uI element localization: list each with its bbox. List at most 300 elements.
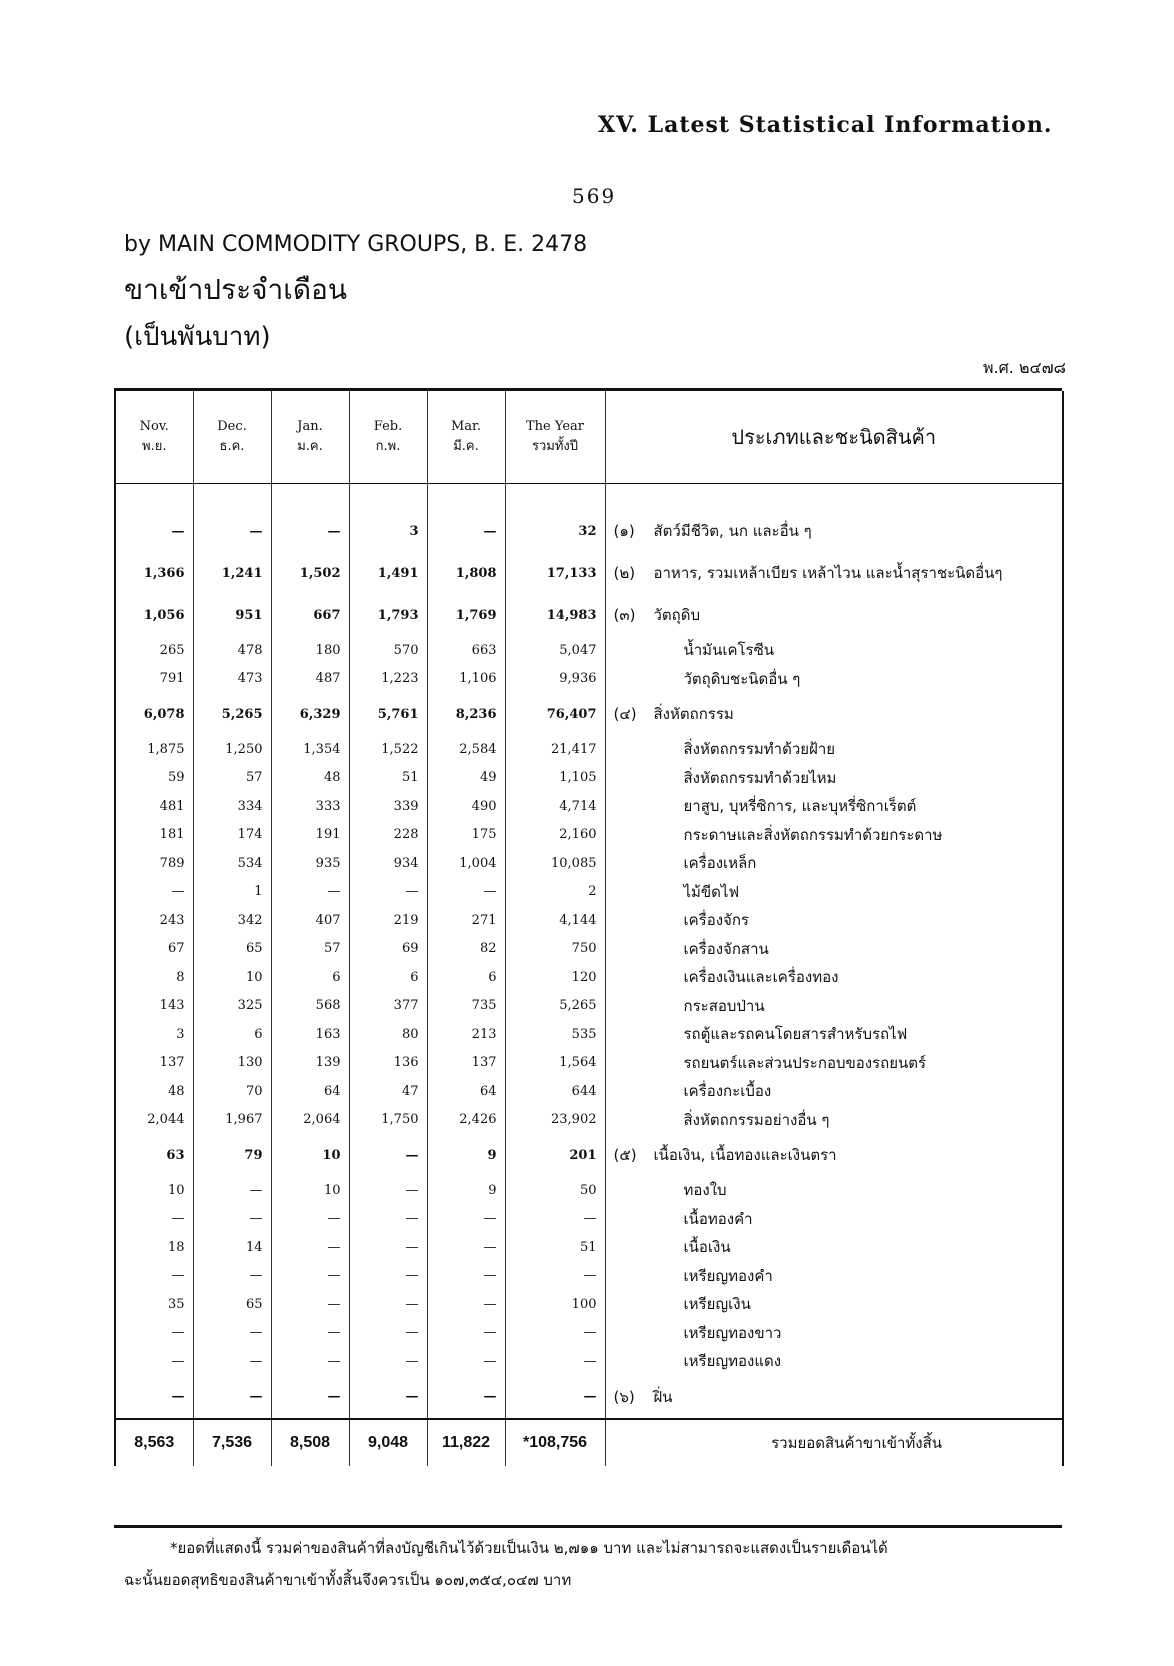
value-cell: — bbox=[349, 1176, 427, 1205]
commodity-label-cell bbox=[605, 821, 1063, 850]
value-cell: 4,714 bbox=[505, 792, 605, 821]
commodity-label: น้ำมันเคโรซีน bbox=[683, 641, 775, 660]
table-row bbox=[115, 665, 1063, 694]
value-cell: — bbox=[349, 1376, 427, 1419]
table-row bbox=[115, 821, 1063, 850]
commodity-label: เนื้อทองคำ bbox=[683, 1209, 753, 1228]
value-cell: 750 bbox=[505, 935, 605, 964]
value-cell: 51 bbox=[505, 1233, 605, 1262]
value-cell: — bbox=[427, 1376, 505, 1419]
value-cell: 6 bbox=[349, 963, 427, 992]
value-cell: 1,056 bbox=[115, 594, 193, 636]
commodity-label-cell bbox=[605, 878, 1063, 907]
commodity-label-cell bbox=[605, 764, 1063, 793]
commodity-label: เหรียญทองคำ bbox=[683, 1266, 773, 1285]
title-thai: ขาเข้าประจำเดือน bbox=[124, 273, 347, 306]
value-cell: — bbox=[115, 878, 193, 907]
col-header-jan bbox=[271, 391, 349, 484]
value-cell: 5,047 bbox=[505, 636, 605, 665]
commodity-label-cell bbox=[605, 594, 1063, 636]
value-cell: 1,491 bbox=[349, 552, 427, 594]
table-row bbox=[115, 963, 1063, 992]
value-cell: — bbox=[115, 1262, 193, 1291]
table-row bbox=[115, 510, 1063, 552]
value-cell: 243 bbox=[115, 906, 193, 935]
value-cell: 65 bbox=[193, 935, 271, 964]
value-cell: 1,750 bbox=[349, 1106, 427, 1135]
table-row bbox=[115, 1233, 1063, 1262]
table-row bbox=[115, 1290, 1063, 1319]
commodity-label-cell bbox=[605, 735, 1063, 764]
value-cell: 48 bbox=[115, 1077, 193, 1106]
spacer-cell bbox=[115, 484, 193, 511]
commodity-label-cell bbox=[605, 992, 1063, 1021]
value-cell: 478 bbox=[193, 636, 271, 665]
value-cell: — bbox=[193, 1319, 271, 1348]
title-english: by MAIN COMMODITY GROUPS, B. E. 2478 bbox=[124, 232, 588, 257]
table-row bbox=[115, 594, 1063, 636]
value-cell: 1,967 bbox=[193, 1106, 271, 1135]
value-cell: 139 bbox=[271, 1049, 349, 1078]
commodity-label: ไม้ขีดไฟ bbox=[683, 882, 740, 901]
commodity-label-cell bbox=[605, 935, 1063, 964]
value-cell: — bbox=[427, 510, 505, 552]
value-cell: 9,936 bbox=[505, 665, 605, 694]
table-row bbox=[115, 792, 1063, 821]
commodity-label: เหรียญเงิน bbox=[683, 1295, 751, 1314]
value-cell: 6 bbox=[427, 963, 505, 992]
commodity-label: เนื้อเงิน bbox=[683, 1238, 731, 1257]
value-cell: 535 bbox=[505, 1020, 605, 1049]
value-cell: 333 bbox=[271, 792, 349, 821]
group-code: (๕) bbox=[613, 1146, 637, 1164]
commodity-label: เครื่องเหล็ก bbox=[683, 854, 757, 873]
commodity-label-cell bbox=[605, 665, 1063, 694]
value-cell: 2,584 bbox=[427, 735, 505, 764]
value-cell: 201 bbox=[505, 1134, 605, 1176]
year-label: พ.ศ. ๒๔๗๘ bbox=[983, 358, 1066, 377]
value-cell: 79 bbox=[193, 1134, 271, 1176]
commodity-label-cell bbox=[605, 1106, 1063, 1135]
spacer-cell bbox=[349, 484, 427, 511]
commodity-label: รถยนตร์และส่วนประกอบของรถยนตร์ bbox=[683, 1053, 927, 1072]
value-cell: 143 bbox=[115, 992, 193, 1021]
value-cell: 487 bbox=[271, 665, 349, 694]
col-header-th: มี.ค. bbox=[453, 439, 479, 454]
value-cell: 137 bbox=[427, 1049, 505, 1078]
commodity-label-cell bbox=[605, 510, 1063, 552]
value-cell: 334 bbox=[193, 792, 271, 821]
col-header-year bbox=[505, 391, 605, 484]
value-cell: 175 bbox=[427, 821, 505, 850]
value-cell: 789 bbox=[115, 849, 193, 878]
value-cell: — bbox=[505, 1205, 605, 1234]
value-cell: 136 bbox=[349, 1049, 427, 1078]
total-row bbox=[115, 1419, 1063, 1466]
value-cell: 6,078 bbox=[115, 693, 193, 735]
value-cell: — bbox=[427, 1233, 505, 1262]
commodity-label: เครื่องกะเบื้อง bbox=[683, 1082, 772, 1101]
value-cell: 137 bbox=[115, 1049, 193, 1078]
value-cell: 6,329 bbox=[271, 693, 349, 735]
value-cell: 70 bbox=[193, 1077, 271, 1106]
footnote-line-1: *ยอดที่แสดงนี้ รวมค่าของสินค้าที่ลงบัญชีเกินไว้ด้วยเป็นเงิน ๒,๗๑๑ บาท และไม่สามารถจะแสดงเป็นรายเดือนได้ bbox=[170, 1539, 888, 1557]
value-cell: 271 bbox=[427, 906, 505, 935]
commodity-label-cell bbox=[605, 1134, 1063, 1176]
value-cell: 163 bbox=[271, 1020, 349, 1049]
value-cell: 57 bbox=[271, 935, 349, 964]
spacer-cell bbox=[505, 484, 605, 511]
commodity-label-cell bbox=[605, 636, 1063, 665]
value-cell: 10 bbox=[193, 963, 271, 992]
value-cell: — bbox=[115, 1319, 193, 1348]
group-code: (๓) bbox=[613, 606, 636, 624]
col-header-th: พ.ย. bbox=[142, 439, 167, 454]
value-cell: — bbox=[115, 510, 193, 552]
value-cell: 407 bbox=[271, 906, 349, 935]
commodity-label: ฝิ่น bbox=[653, 1387, 673, 1406]
value-cell: 534 bbox=[193, 849, 271, 878]
table-row bbox=[115, 849, 1063, 878]
table-row bbox=[115, 693, 1063, 735]
value-cell: — bbox=[349, 1205, 427, 1234]
commodity-label: เครื่องเงินและเครื่องทอง bbox=[683, 968, 839, 987]
commodity-label-cell bbox=[605, 693, 1063, 735]
commodity-label-cell bbox=[605, 963, 1063, 992]
total-value-cell: *108,756 bbox=[505, 1419, 605, 1466]
value-cell: — bbox=[193, 1176, 271, 1205]
value-cell: 1,105 bbox=[505, 764, 605, 793]
value-cell: 6 bbox=[271, 963, 349, 992]
table-row bbox=[115, 1262, 1063, 1291]
commodity-label-cell bbox=[605, 1049, 1063, 1078]
value-cell: 663 bbox=[427, 636, 505, 665]
value-cell: 1,366 bbox=[115, 552, 193, 594]
value-cell: 191 bbox=[271, 821, 349, 850]
spacer-row bbox=[115, 484, 1063, 511]
value-cell: 9 bbox=[427, 1176, 505, 1205]
value-cell: 1,808 bbox=[427, 552, 505, 594]
table-row bbox=[115, 1134, 1063, 1176]
col-header-dec bbox=[193, 391, 271, 484]
value-cell: 49 bbox=[427, 764, 505, 793]
value-cell: — bbox=[271, 1319, 349, 1348]
value-cell: 14,983 bbox=[505, 594, 605, 636]
value-cell: 791 bbox=[115, 665, 193, 694]
value-cell: 1,004 bbox=[427, 849, 505, 878]
value-cell: — bbox=[427, 1319, 505, 1348]
value-cell: — bbox=[271, 1233, 349, 1262]
value-cell: — bbox=[505, 1347, 605, 1376]
running-head: XV. Latest Statistical Information. bbox=[598, 112, 1053, 138]
value-cell: — bbox=[193, 510, 271, 552]
value-cell: 8,236 bbox=[427, 693, 505, 735]
value-cell: 1,354 bbox=[271, 735, 349, 764]
value-cell: 228 bbox=[349, 821, 427, 850]
table-row bbox=[115, 636, 1063, 665]
value-cell: 1,522 bbox=[349, 735, 427, 764]
value-cell: 8 bbox=[115, 963, 193, 992]
value-cell: 100 bbox=[505, 1290, 605, 1319]
value-cell: — bbox=[193, 1347, 271, 1376]
value-cell: 1,250 bbox=[193, 735, 271, 764]
value-cell: 10 bbox=[271, 1176, 349, 1205]
value-cell: — bbox=[349, 1319, 427, 1348]
value-cell: — bbox=[505, 1262, 605, 1291]
commodity-label-cell bbox=[605, 849, 1063, 878]
value-cell: 18 bbox=[115, 1233, 193, 1262]
value-cell: 23,902 bbox=[505, 1106, 605, 1135]
total-value-cell: 9,048 bbox=[349, 1419, 427, 1466]
value-cell: 1,793 bbox=[349, 594, 427, 636]
commodity-label-cell bbox=[605, 1290, 1063, 1319]
value-cell: 14 bbox=[193, 1233, 271, 1262]
col-header-en: Nov. bbox=[139, 419, 169, 434]
table-row bbox=[115, 1319, 1063, 1348]
table-row bbox=[115, 935, 1063, 964]
footnote bbox=[124, 1532, 1074, 1596]
value-cell: — bbox=[349, 1262, 427, 1291]
statistics-table-frame bbox=[114, 388, 1062, 1528]
value-cell: 1,106 bbox=[427, 665, 505, 694]
value-cell: — bbox=[193, 1262, 271, 1291]
value-cell: 667 bbox=[271, 594, 349, 636]
commodity-label: ยาสูบ, บุหรี่ซิการ, และบุหรี่ซิกาเร็ตต์ bbox=[683, 797, 917, 816]
commodity-label-cell bbox=[605, 1205, 1063, 1234]
value-cell: — bbox=[115, 1376, 193, 1419]
value-cell: 4,144 bbox=[505, 906, 605, 935]
commodity-label: รถตู้และรถคนโดยสารสำหรับรถไฟ bbox=[683, 1025, 908, 1044]
value-cell: 2 bbox=[505, 878, 605, 907]
value-cell: — bbox=[349, 1233, 427, 1262]
value-cell: 50 bbox=[505, 1176, 605, 1205]
commodity-label-cell bbox=[605, 1376, 1063, 1419]
value-cell: 219 bbox=[349, 906, 427, 935]
value-cell: — bbox=[271, 1376, 349, 1419]
group-code: (๖) bbox=[613, 1387, 635, 1406]
value-cell: — bbox=[349, 878, 427, 907]
commodity-label-cell bbox=[605, 1262, 1063, 1291]
commodity-label: เครื่องจักสาน bbox=[683, 939, 769, 958]
value-cell: 1,875 bbox=[115, 735, 193, 764]
value-cell: 51 bbox=[349, 764, 427, 793]
value-cell: — bbox=[271, 1262, 349, 1291]
table-row bbox=[115, 552, 1063, 594]
value-cell: 21,417 bbox=[505, 735, 605, 764]
value-cell: 1,241 bbox=[193, 552, 271, 594]
value-cell: 59 bbox=[115, 764, 193, 793]
value-cell: 2,160 bbox=[505, 821, 605, 850]
total-label: รวมยอดสินค้าขาเข้าทั้งสิ้น bbox=[605, 1419, 1063, 1466]
group-code: (๔) bbox=[613, 705, 637, 723]
spacer-cell bbox=[193, 484, 271, 511]
value-cell: — bbox=[427, 878, 505, 907]
value-cell: — bbox=[271, 510, 349, 552]
total-value-cell: 7,536 bbox=[193, 1419, 271, 1466]
value-cell: 473 bbox=[193, 665, 271, 694]
value-cell: 10,085 bbox=[505, 849, 605, 878]
table-row bbox=[115, 1077, 1063, 1106]
col-header-nov bbox=[115, 391, 193, 484]
value-cell: — bbox=[271, 1205, 349, 1234]
commodity-label-cell bbox=[605, 1176, 1063, 1205]
footnote-line-2: ฉะนั้นยอดสุทธิของสินค้าขาเข้าทั้งสิ้นจึงควรเป็น ๑๐๗,๓๕๔,๐๔๗ บาท bbox=[124, 1571, 572, 1589]
value-cell: 1,223 bbox=[349, 665, 427, 694]
commodity-label: เหรียญทองแดง bbox=[683, 1352, 782, 1371]
value-cell: 10 bbox=[271, 1134, 349, 1176]
col-header-description: ประเภทและชะนิดสินค้า bbox=[605, 391, 1063, 484]
table-row bbox=[115, 992, 1063, 1021]
commodity-label: เหรียญทองขาว bbox=[683, 1323, 782, 1342]
commodity-label: กระสอบป่าน bbox=[683, 996, 765, 1015]
table-row bbox=[115, 764, 1063, 793]
value-cell: 735 bbox=[427, 992, 505, 1021]
commodity-label: สิ่งหัตถกรรม bbox=[653, 705, 734, 723]
value-cell: 17,133 bbox=[505, 552, 605, 594]
table-row bbox=[115, 1176, 1063, 1205]
value-cell: — bbox=[271, 1347, 349, 1376]
value-cell: 64 bbox=[427, 1077, 505, 1106]
total-value-cell: 8,508 bbox=[271, 1419, 349, 1466]
page-number: 569 bbox=[572, 184, 617, 208]
value-cell: 2,044 bbox=[115, 1106, 193, 1135]
commodity-label: กระดาษและสิ่งหัตถกรรมทำด้วยกระดาษ bbox=[683, 825, 943, 844]
value-cell: 1,502 bbox=[271, 552, 349, 594]
commodity-label-cell bbox=[605, 1077, 1063, 1106]
col-header-en: Jan. bbox=[297, 419, 323, 434]
commodity-label: สัตว์มีชีวิต, นก และอื่น ๆ bbox=[653, 522, 812, 540]
value-cell: — bbox=[349, 1134, 427, 1176]
table-row bbox=[115, 735, 1063, 764]
value-cell: — bbox=[427, 1347, 505, 1376]
value-cell: 35 bbox=[115, 1290, 193, 1319]
value-cell: 5,265 bbox=[505, 992, 605, 1021]
commodity-label-cell bbox=[605, 1020, 1063, 1049]
value-cell: 5,761 bbox=[349, 693, 427, 735]
value-cell: 174 bbox=[193, 821, 271, 850]
value-cell: — bbox=[193, 1205, 271, 1234]
commodity-label: สิ่งหัตถกรรมทำด้วยไหม bbox=[683, 768, 837, 787]
table-row bbox=[115, 878, 1063, 907]
value-cell: 6 bbox=[193, 1020, 271, 1049]
commodity-label: เนื้อเงิน, เนื้อทองและเงินตรา bbox=[653, 1146, 837, 1164]
commodity-label-cell bbox=[605, 1319, 1063, 1348]
value-cell: 570 bbox=[349, 636, 427, 665]
table-row bbox=[115, 1205, 1063, 1234]
value-cell: 3 bbox=[349, 510, 427, 552]
value-cell: — bbox=[271, 878, 349, 907]
value-cell: 342 bbox=[193, 906, 271, 935]
commodity-label-cell bbox=[605, 552, 1063, 594]
spacer-cell bbox=[271, 484, 349, 511]
commodity-table bbox=[114, 391, 1064, 1466]
value-cell: 3 bbox=[115, 1020, 193, 1049]
table-row bbox=[115, 1106, 1063, 1135]
col-header-en: Mar. bbox=[451, 419, 481, 434]
col-header-feb bbox=[349, 391, 427, 484]
value-cell: 339 bbox=[349, 792, 427, 821]
value-cell: 63 bbox=[115, 1134, 193, 1176]
col-header-th: ธ.ค. bbox=[219, 439, 245, 454]
value-cell: 5,265 bbox=[193, 693, 271, 735]
value-cell: — bbox=[271, 1290, 349, 1319]
value-cell: 377 bbox=[349, 992, 427, 1021]
value-cell: 130 bbox=[193, 1049, 271, 1078]
commodity-label: วัตถุดิบชะนิดอื่น ๆ bbox=[683, 669, 801, 688]
value-cell: — bbox=[115, 1205, 193, 1234]
value-cell: 10 bbox=[115, 1176, 193, 1205]
value-cell: 644 bbox=[505, 1077, 605, 1106]
value-cell: 481 bbox=[115, 792, 193, 821]
value-cell: 64 bbox=[271, 1077, 349, 1106]
table-row bbox=[115, 906, 1063, 935]
col-header-en: The Year bbox=[526, 419, 584, 434]
value-cell: 490 bbox=[427, 792, 505, 821]
table-row bbox=[115, 1049, 1063, 1078]
value-cell: 32 bbox=[505, 510, 605, 552]
value-cell: 2,064 bbox=[271, 1106, 349, 1135]
value-cell: 47 bbox=[349, 1077, 427, 1106]
value-cell: 180 bbox=[271, 636, 349, 665]
col-header-th: ก.พ. bbox=[375, 439, 401, 454]
value-cell: — bbox=[193, 1376, 271, 1419]
value-cell: 934 bbox=[349, 849, 427, 878]
table-row bbox=[115, 1020, 1063, 1049]
value-cell: 76,407 bbox=[505, 693, 605, 735]
value-cell: — bbox=[349, 1347, 427, 1376]
spacer-cell bbox=[427, 484, 505, 511]
value-cell: 1,564 bbox=[505, 1049, 605, 1078]
value-cell: — bbox=[115, 1347, 193, 1376]
commodity-label: ทองใบ bbox=[683, 1181, 727, 1200]
commodity-label: วัตถุดิบ bbox=[653, 606, 701, 624]
value-cell: 1 bbox=[193, 878, 271, 907]
value-cell: — bbox=[427, 1290, 505, 1319]
value-cell: 9 bbox=[427, 1134, 505, 1176]
value-cell: 65 bbox=[193, 1290, 271, 1319]
value-cell: 568 bbox=[271, 992, 349, 1021]
group-code: (๑) bbox=[613, 522, 635, 540]
col-header-th: ม.ค. bbox=[297, 439, 323, 454]
table-body bbox=[115, 484, 1063, 1466]
value-cell: — bbox=[349, 1290, 427, 1319]
value-cell: 80 bbox=[349, 1020, 427, 1049]
unit-label: (เป็นพันบาท) bbox=[124, 322, 271, 352]
spacer-cell bbox=[605, 484, 1063, 511]
value-cell: — bbox=[505, 1319, 605, 1348]
value-cell: 951 bbox=[193, 594, 271, 636]
value-cell: 935 bbox=[271, 849, 349, 878]
col-header-en: Feb. bbox=[373, 419, 403, 434]
commodity-label: เครื่องจักร bbox=[683, 911, 749, 930]
table-row bbox=[115, 1376, 1063, 1419]
commodity-label-cell bbox=[605, 1233, 1063, 1262]
value-cell: 325 bbox=[193, 992, 271, 1021]
value-cell: 181 bbox=[115, 821, 193, 850]
value-cell: — bbox=[505, 1376, 605, 1419]
col-header-mar bbox=[427, 391, 505, 484]
value-cell: 57 bbox=[193, 764, 271, 793]
value-cell: 1,769 bbox=[427, 594, 505, 636]
commodity-label: สิ่งหัตถกรรมอย่างอื่น ๆ bbox=[683, 1110, 830, 1129]
table-row bbox=[115, 1347, 1063, 1376]
value-cell: — bbox=[427, 1205, 505, 1234]
commodity-label: อาหาร, รวมเหล้าเบียร เหล้าไวน และน้ำสุราชะนิดอื่นๆ bbox=[653, 564, 1003, 582]
value-cell: 213 bbox=[427, 1020, 505, 1049]
value-cell: — bbox=[427, 1262, 505, 1291]
total-value-cell: 11,822 bbox=[427, 1419, 505, 1466]
col-header-en: Dec. bbox=[217, 419, 247, 434]
